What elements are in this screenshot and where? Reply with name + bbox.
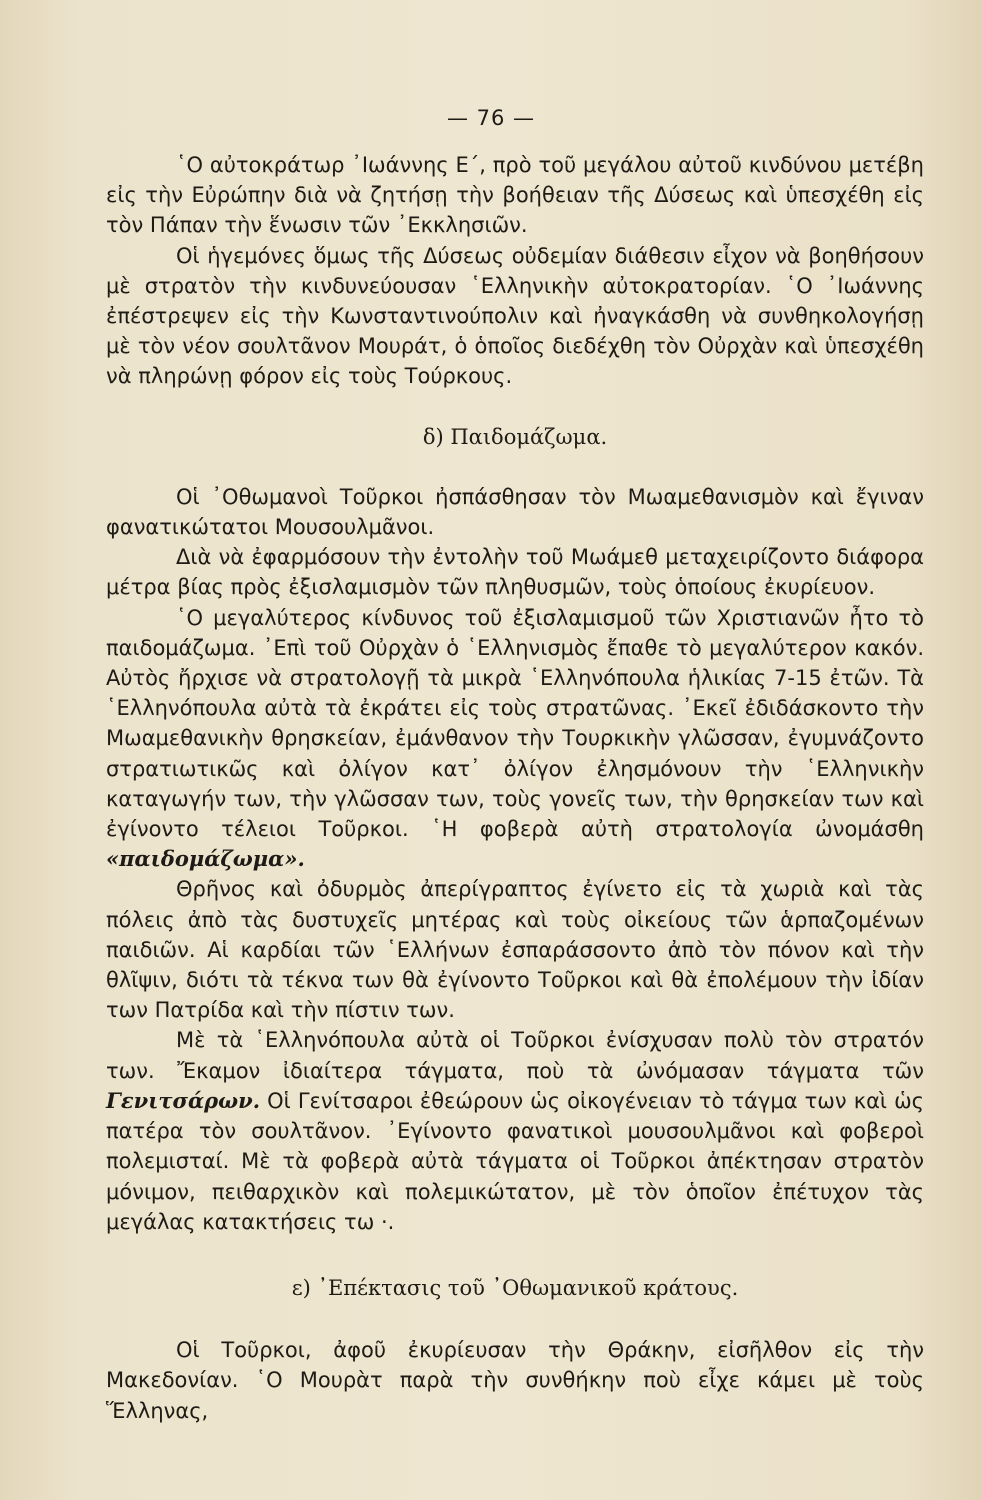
page-body (106, 150, 924, 1426)
paragraph: ῾Ο αὐτοκράτωρ ᾿Ιωάννης Ε΄, πρὸ τοῦ μεγάλου αὐτοῦ κινδύνου μετέβη εἰς τὴν Εὐρώπην διὰ νὰ ζητήσῃ τὴν βοήθειαν τῆς Δύσεως καὶ ὑπεσχέθη εἰς τὸν Πάπαν τὴν ἕνωσιν τῶν ᾿Εκκλησιῶν. (106, 153, 924, 238)
paragraph: Διὰ νὰ ἐφαρμόσουν τὴν ἐντολὴν τοῦ Μωάμεθ μεταχειρίζοντο διάφορα μέτρα βίας πρὸς ἐξισλαμισμὸν τῶν πληθυσμῶν, τοὺς ὁποίους ἐκυρίευον. (106, 545, 924, 600)
page-number: — 76 — (446, 106, 536, 130)
emphasized-term: «παιδομάζωμα». (106, 846, 305, 872)
paragraph: Οἱ Τοῦρκοι, ἀφοῦ ἐκυρίευσαν τὴν Θράκην, εἰσῆλθον εἰς τὴν Μακεδονίαν. ῾Ο Μουρὰτ παρὰ τὴν συνθήκην ποὺ εἶχε κάμει μὲ τοὺς Ἕλληνας, (106, 1338, 924, 1423)
paragraph-text: Οἱ Γενίτσαροι ἐθεώρουν ὡς οἰκογένειαν τὸ τάγμα των καὶ ὡς πατέρα τὸν σουλτᾶνον. ᾿Εγίνοντο φανατικοὶ μουσουλμᾶνοι καὶ φοβεροὶ πολεμισταί. Μὲ τὰ φοβερὰ αὐτὰ τάγματα οἱ Τοῦρκοι ἀπέκτησαν στρατὸν μόνιμον, πειθαρχικὸν καὶ πολεμικώτατον, μὲ τὸν ὁποῖον ἐπέτυχον τὰς μεγάλας κατακτήσεις τω ·. (106, 1088, 924, 1234)
section-heading-epsilon: ε) ᾿Επέκτασις τοῦ ᾿Οθωμανικοῦ κράτους. (291, 1275, 739, 1300)
paragraph: Οἱ ᾿Οθωμανοὶ Τοῦρκοι ἠσπάσθησαν τὸν Μωαμεθανισμὸν καὶ ἔγιναν φανατικώτατοι Μουσουλμᾶνοι. (106, 484, 924, 540)
paragraph-text: ῾Ο μεγαλύτερος κίνδυνος τοῦ ἐξισλαμισμοῦ τῶν Χριστιανῶν ἦτο τὸ παιδομάζωμα. ᾿Επὶ τοῦ Οὐρχὰν ὁ ῾Ελληνισμὸς ἔπαθε τὸ μεγαλύτερον κακόν. Αὐτὸς ἤρχισε νὰ στρατολογῇ τὰ μικρὰ ῾Ελληνόπουλα ἡλικίας 7-15 ἐτῶν. Τὰ ῾Ελληνόπουλα αὐτὰ τὰ ἐκράτει εἰς τοὺς στρατῶνας. ᾿Εκεῖ ἐδιδάσκοντο τὴν Μωαμεθανικὴν θρησκείαν, ἐμάνθανον τὴν Τουρκικὴν γλῶσσαν, ἐγυμνάζοντο στρατιωτικῶς καὶ ὀλίγον κατ᾿ ὀλίγον ἐλησμόνουν τὴν ῾Ελληνικὴν καταγωγήν των, τὴν γλῶσσαν των, τοὺς γονεῖς των, τὴν θρησκείαν των καὶ ἐγίνοντο τέλειοι Τοῦρκοι. ῾Η φοβερὰ αὐτὴ στρατολογία ὠνομάσθη (106, 605, 924, 842)
paragraph-text: Μὲ τὰ ῾Ελληνόπουλα αὐτὰ οἱ Τοῦρκοι ἐνίσχυσαν πολὺ τὸν στρατόν των. Ἔκαμον ἰδιαίτερα τάγματα, ποὺ τὰ ὠνόμασαν τάγματα τῶν (106, 1028, 924, 1083)
paragraph: Οἱ ἡγεμόνες ὅμως τῆς Δύσεως οὐδεμίαν διάθεσιν εἶχον νὰ βοηθήσουν μὲ στρατὸν τὴν κινδυνεύουσαν ῾Ελληνικὴν αὐτοκρατορίαν. ῾Ο ᾿Ιωάννης ἐπέστρεψεν εἰς τὴν Κωνσταντινούπολιν καὶ ἠναγκάσθη νὰ συνθηκολογήσῃ μὲ τὸν νέον σουλτᾶνον Μουράτ, ὁ ὁποῖος διεδέχθη τὸν Οὐρχὰν καὶ ὑπεσχέθη νὰ πληρώνῃ φόρον εἰς τοὺς Τούρκους. (106, 243, 924, 389)
paragraph (106, 603, 924, 875)
section-heading-delta: δ) Παιδομάζωμα. (422, 424, 608, 449)
paragraph: Θρῆνος καὶ ὀδυρμὸς ἀπερίγραπτος ἐγίνετο εἰς τὰ χωριὰ καὶ τὰς πόλεις ἀπὸ τὰς δυστυχεῖς μητέρας καὶ τοὺς οἰκείους τῶν ἁρπαζομένων παιδιῶν. Αἱ καρδίαι τῶν ῾Ελλήνων ἐσπαράσσοντο ἀπὸ τὸν πόνον καὶ τὴν θλῖψιν, διότι τὰ τέκνα των θὰ ἐγίνοντο Τοῦρκοι καὶ θὰ ἐπολέμουν τὴν ἰδίαν των Πατρίδα καὶ τὴν πίστιν των. (106, 877, 924, 1023)
emphasized-term: Γενιτσάρων. (106, 1087, 261, 1113)
paragraph (106, 1025, 924, 1236)
